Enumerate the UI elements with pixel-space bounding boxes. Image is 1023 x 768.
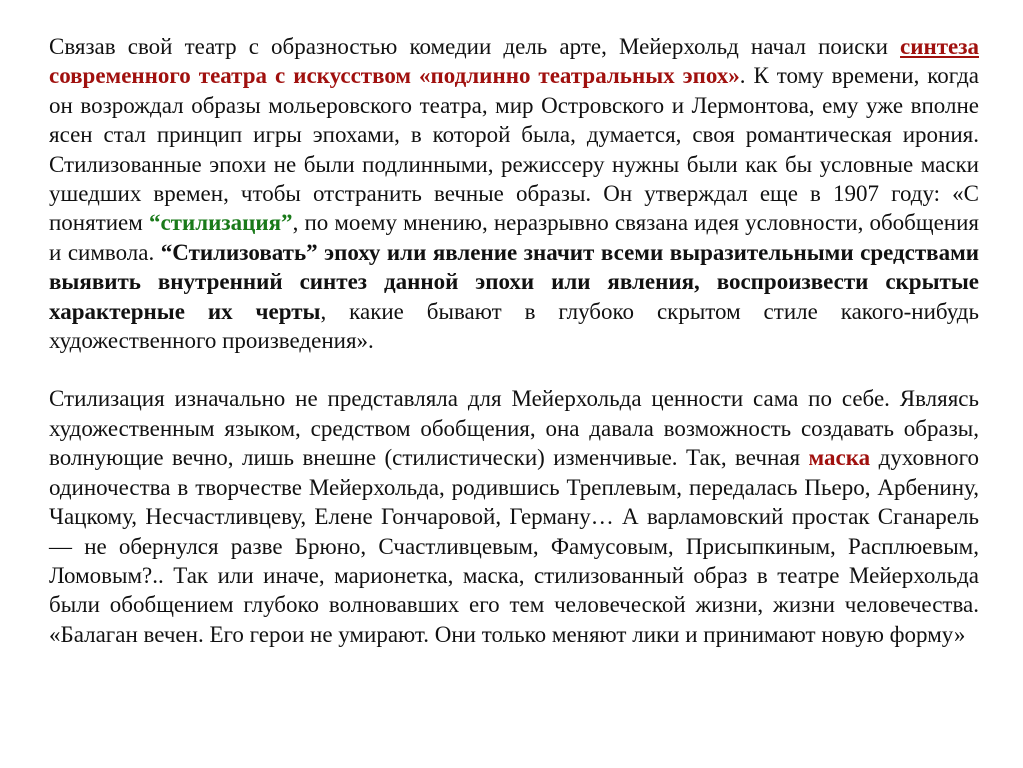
highlight-mask: маска bbox=[808, 445, 871, 471]
slide-body bbox=[49, 32, 979, 649]
paragraph-1-text-4: , по моему мнению, неразрывно связана идея условности, обобщения и символа. bbox=[49, 210, 979, 265]
highlight-modern-theatre: современного театра с искусством «подлинно театральных эпох» bbox=[49, 63, 740, 89]
paragraph-2 bbox=[49, 384, 979, 649]
highlight-stylize-epoch-quote: “Стилизовать” эпоху или явление значит всеми выразительными средствами выявить внутренний синтез данной эпохи или явления, воспроизвести скрытые характерные их черты bbox=[49, 239, 979, 324]
highlight-stylization: “стилизация” bbox=[148, 210, 293, 236]
paragraph-2-text-2: духовного одиночества в творчестве Мейерхольда, родившись Треплевым, передалась Пьеро, Арбенину, Чацкому, Несчастливцеву, Елене Гончаровой, Герману… А варламовский простак Сганарель — не обернулся разве Брюно, Счастливцевым, Фамусовым, Присыпкиным, Расплюевым, Ломовым?.. Так или иначе, марионетка, маска, стилизованный образ в театре Мейерхольда были обобщением глубоко волновавших его тем человеческой жизни, жизни человечества. «Балаган вечен. Его герои не умирают. Они только меняют лики и принимают новую форму» bbox=[49, 445, 979, 647]
paragraph-1-text-1: Связав свой театр с образностью комедии дель арте, Мейерхольд начал поиски bbox=[49, 34, 901, 59]
paragraph-1-text-5: , какие бывают в глубоко скрытом стиле какого-нибудь художественного произведения». bbox=[49, 298, 979, 354]
highlight-synthesis: синтеза bbox=[900, 34, 979, 59]
paragraph-2-text-1: Стилизация изначально не представляла для Мейерхольда ценности сама по себе. Являясь художественным языком, средством обобщения, она давала возможность создавать образы, волнующие вечно, лишь внешне (стилистически) изменчивые. Так, вечная bbox=[49, 386, 979, 471]
paragraph-1 bbox=[49, 32, 979, 355]
paragraph-1-text-3: . К тому времени, когда он возрождал образы мольеровского театра, мир Островского и Лермонтова, ему уже вполне ясен стал принцип игры эпохами, в которой была, думается, своя романтическая ирония. Стилизованные эпохи не были подлинными, режиссеру нужны были как бы условные маски ушедших времен, чтобы отстранить вечные образы. Он утверждал еще в 1907 году: «С понятием bbox=[49, 63, 979, 236]
